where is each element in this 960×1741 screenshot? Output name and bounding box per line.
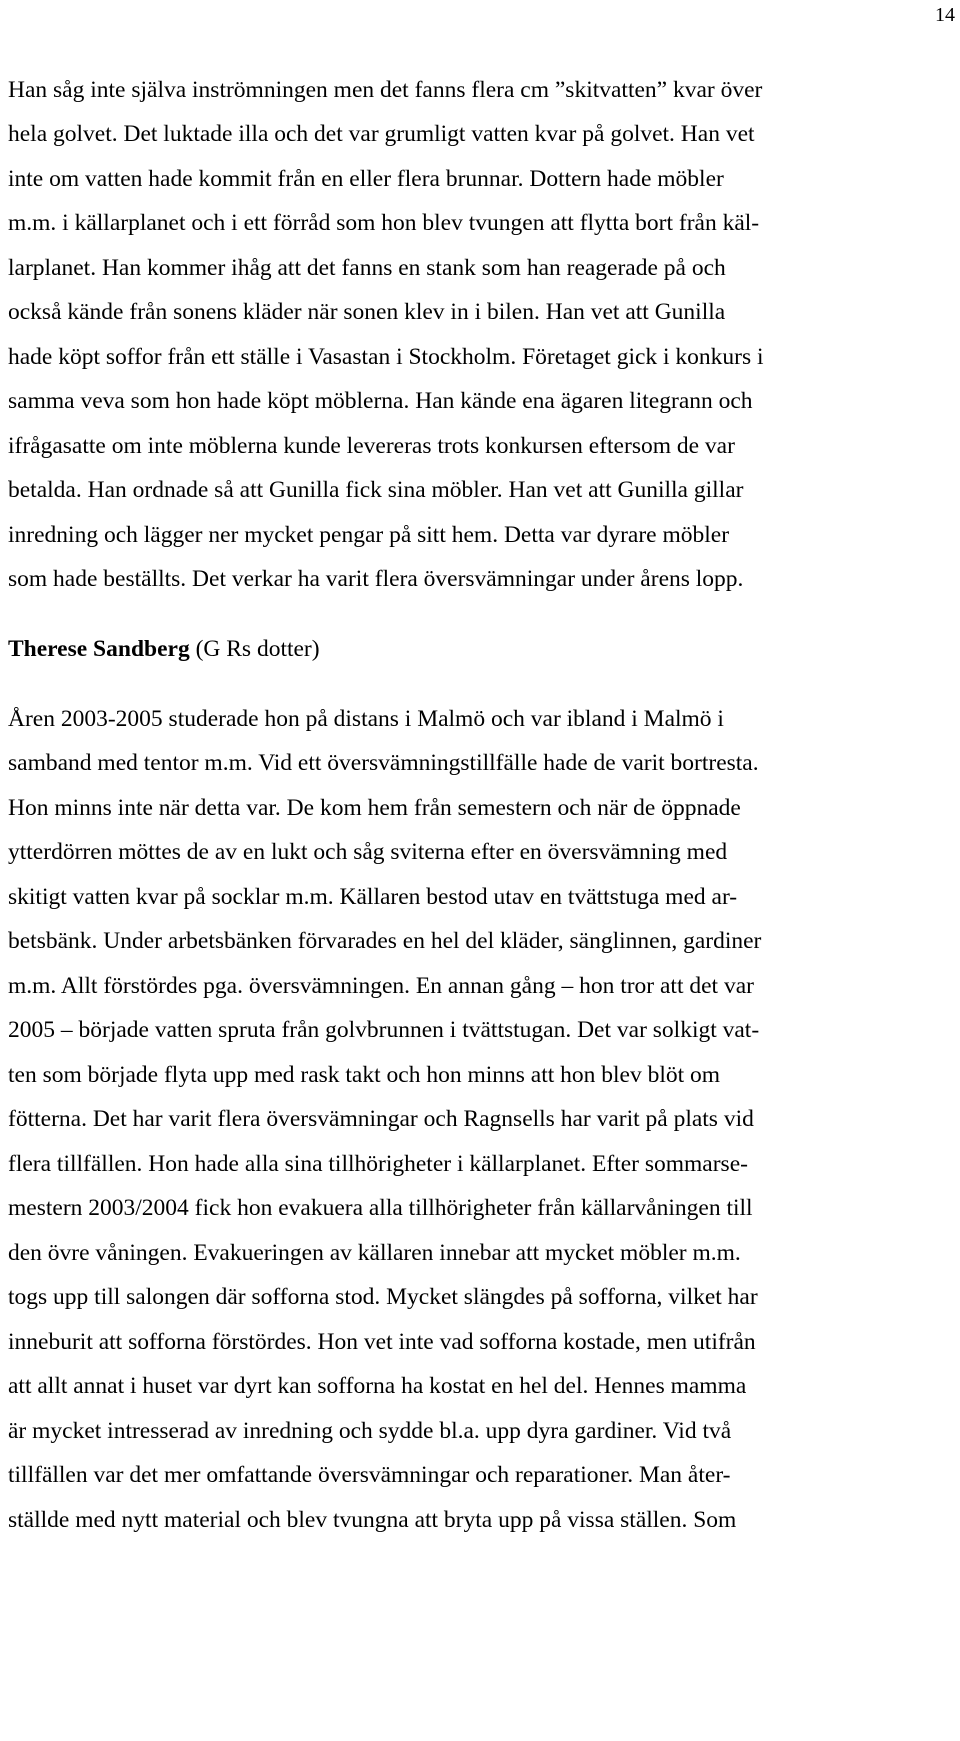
text-line: betsbänk. Under arbetsbänken förvarades en hel del kläder, sänglinnen, gardiner xyxy=(8,928,762,954)
text-line: skitigt vatten kvar på socklar m.m. Källaren bestod utav en tvättstuga med ar- xyxy=(8,884,738,910)
text-line: ytterdörren möttes de av en lukt och såg sviterna efter en översvämning med xyxy=(8,839,728,865)
text-line: den övre våningen. Evakueringen av källaren innebar att mycket möbler m.m. xyxy=(8,1240,741,1266)
text-line: togs upp till salongen där sofforna stod. Mycket slängdes på sofforna, vilket har xyxy=(8,1284,758,1310)
text-line: samband med tentor m.m. Vid ett översvämningstillfälle hade de varit bortresta. xyxy=(8,750,759,776)
text-line: m.m. i källarplanet och i ett förråd som hon blev tvungen att flytta bort från käl- xyxy=(8,210,760,236)
text-line: Åren 2003-2005 studerade hon på distans i Malmö och var ibland i Malmö i xyxy=(8,706,724,732)
heading-name: Therese Sandberg xyxy=(8,636,190,662)
text-line: är mycket intresserad av inredning och sydde bl.a. upp dyra gardiner. Vid två xyxy=(8,1418,732,1444)
text-line: inredning och lägger ner mycket pengar på sitt hem. Detta var dyrare möbler xyxy=(8,522,730,548)
text-line: flera tillfällen. Hon hade alla sina tillhörigheter i källarplanet. Efter sommarse- xyxy=(8,1151,748,1177)
text-line: Han såg inte själva inströmningen men det fanns flera cm ”skitvatten” kvar över xyxy=(8,77,763,103)
text-line: fötterna. Det har varit flera översvämningar och Ragnsells har varit på plats vid xyxy=(8,1106,754,1132)
text-line: att allt annat i huset var dyrt kan sofforna ha kostat en hel del. Hennes mamma xyxy=(8,1373,747,1399)
text-line: betalda. Han ordnade så att Gunilla fick sina möbler. Han vet att Gunilla gillar xyxy=(8,477,744,503)
page-number: 14 xyxy=(935,4,955,26)
text-line: inte om vatten hade kommit från en eller flera brunnar. Dottern hade möbler xyxy=(8,166,724,192)
section-heading xyxy=(8,638,320,662)
text-line: 2005 – började vatten spruta från golvbrunnen i tvättstugan. Det var solkigt vat- xyxy=(8,1017,760,1043)
text-line: ifrågasatte om inte möblerna kunde levereras trots konkursen eftersom de var xyxy=(8,433,735,459)
heading-relation: (G Rs dotter) xyxy=(189,636,320,662)
text-line: m.m. Allt förstördes pga. översvämningen. En annan gång – hon tror att det var xyxy=(8,973,754,999)
text-line: som hade beställts. Det verkar ha varit flera översvämningar under årens lopp. xyxy=(8,566,744,592)
text-line: larplanet. Han kommer ihåg att det fanns en stank som han reagerade på och xyxy=(8,255,726,281)
text-line: också kände från sonens kläder när sonen klev in i bilen. Han vet att Gunilla xyxy=(8,299,726,325)
text-line: mestern 2003/2004 fick hon evakuera alla tillhörigheter från källarvåningen till xyxy=(8,1195,753,1221)
text-line: inneburit att sofforna förstördes. Hon vet inte vad sofforna kostade, men utifrån xyxy=(8,1329,756,1355)
text-line: samma veva som hon hade köpt möblerna. Han kände ena ägaren litegrann och xyxy=(8,388,753,414)
text-line: Hon minns inte när detta var. De kom hem från semestern och när de öppnade xyxy=(8,795,741,821)
text-line: ställde med nytt material och blev tvungna att bryta upp på vissa ställen. Som xyxy=(8,1507,737,1533)
text-line: ten som började flyta upp med rask takt och hon minns att hon blev blöt om xyxy=(8,1062,721,1088)
text-line: hade köpt soffor från ett ställe i Vasastan i Stockholm. Företaget gick i konkurs i xyxy=(8,344,764,370)
text-line: tillfällen var det mer omfattande översvämningar och reparationer. Man åter- xyxy=(8,1462,731,1488)
text-line: hela golvet. Det luktade illa och det var grumligt vatten kvar på golvet. Han vet xyxy=(8,121,755,147)
